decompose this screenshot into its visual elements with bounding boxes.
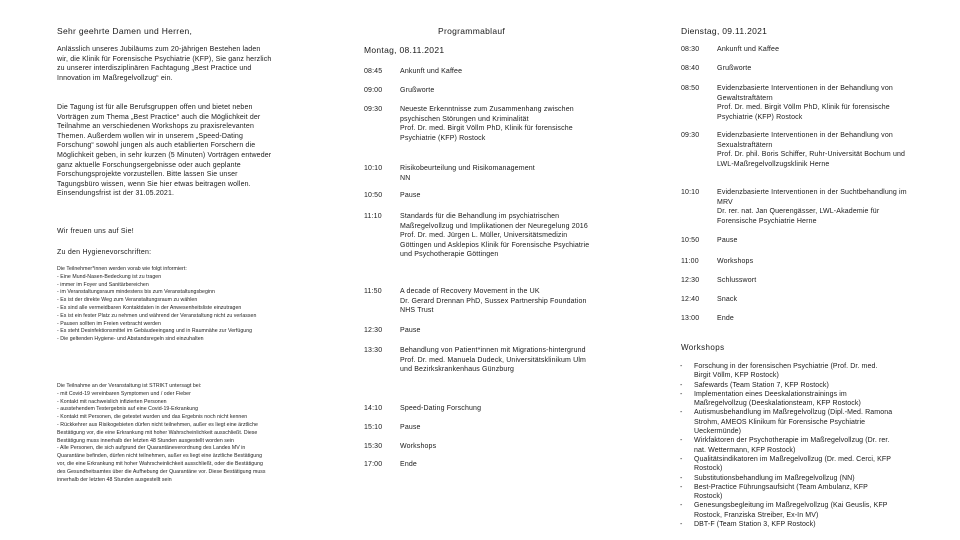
bullet-dash: - [680,455,683,463]
exclusion-line: - Alle Personen, die sich aufgrund der Quarantäneverordnung des Landes MV in Quarantäne befinden, dürfen nicht teilnehmen, außer es liegt eine ärztliche Bestätigung vor, die eine Erkrankung mit hoher Wahrscheinlichkeit ausschließt, oder die Bestätigung des Gesundheitsamtes über die Aufhebung der Quarantäne vor. Diese Bestätigung muss innerhalb der letzten 48 Stunden ausgestellt sein [57,445,268,483]
schedule-row [681,236,917,246]
workshop-item [680,520,895,529]
schedule-row [681,276,917,286]
schedule-row [681,64,917,74]
schedule-time: 10:50 [681,237,700,244]
schedule-row [364,67,590,77]
workshop-item [680,362,895,381]
exclusion-line: Die Teilnahme an der Veranstaltung ist STRIKT untersagt bei: [57,383,202,389]
schedule-entry: Evidenzbasierte Interventionen in der Suchtbehandlung im MRV Dr. rer. nat. Jan Querengässer, LWL-Akademie für Forensische Psychiatrie Herne [717,189,907,225]
schedule-row [681,295,917,305]
bullet-dash: - [680,474,683,482]
exclusion-line: - Kontakt mit nachweislich infizierten Personen [57,398,167,405]
workshop-item [680,381,895,390]
hygiene-list [57,266,267,344]
hygiene-line: Die Teilnehmer*innen werden vorab wie folgt informiert: [57,266,187,272]
workshop-text: DBT-F (Team Station 3, KFP Rostock) [694,521,816,529]
workshop-item [680,390,895,409]
schedule-row [364,287,590,316]
schedule-time: 09:30 [364,106,383,113]
workshop-text: Qualitätsindikatoren im Maßregelvollzug (Dr. med. Cerci, KFP Rostock) [694,455,893,473]
schedule-entry: Grußworte [400,87,435,94]
schedule-entry: Pause [400,192,421,199]
workshop-item [680,474,895,483]
workshop-text: Forschung in der forensischen Psychiatrie (Prof. Dr. med. Birgit Völlm, KFP Rostock) [694,363,880,380]
schedule-time: 08:40 [681,65,700,72]
schedule-row [364,164,590,183]
schedule-row [364,442,590,452]
schedule-time: 17:00 [364,461,383,468]
schedule-entry: A decade of Recovery Movement in the UK Dr. Gerard Drennan PhD, Sussex Partnership Foundation NHS Trust [400,288,587,315]
bullet-dash: - [680,390,683,398]
workshop-item [680,455,895,474]
workshops-title: Workshops [681,343,725,352]
exclusion-list [57,383,267,484]
schedule-entry: Pause [400,424,421,431]
schedule-time: 13:00 [681,315,700,322]
bullet-dash: - [680,521,683,529]
day1-date: Montag, 08.11.2021 [364,45,445,55]
schedule-row [681,131,917,169]
schedule-time: 09:30 [681,132,700,139]
schedule-row [681,84,917,122]
schedule-time: 10:50 [364,192,383,199]
schedule-time: 15:30 [364,443,383,450]
schedule-entry: Evidenzbasierte Interventionen in der Behandlung von Sexualstraftätern Prof. Dr. phil. Boris Schiffer, Ruhr-Universität Bochum und LWL-Maßregelvollzugsklinik Herne [717,132,906,168]
schedule-entry: Neueste Erkenntnisse zum Zusammenhang zwischen psychischen Störungen und Kriminalität Prof. Dr. med. Birgit Völlm PhD, Klinik für forensische Psychiatrie (KFP) Rostock [400,106,574,142]
exclusion-line: - Rückkehrer aus Risikogebieten dürfen nicht teilnehmen, außer es liegt eine ärztliche Bestätigung vor, die eine Erkrankung mit hoher Wahrscheinlichkeit ausschließt. Diese Bestätigung muss innerhalb der letzten 48 Stunden ausgestellt worden sein [57,421,260,444]
workshop-text: Implementation eines Deeskalationstrainings im Maßregelvollzug (Deeskalationsteam, KFP Rostock) [694,390,861,408]
schedule-entry: Speed-Dating Forschung [400,405,482,412]
schedule-time: 15:10 [364,424,383,431]
schedule-entry: Grußworte [717,65,752,72]
schedule-entry: Behandlung von Patient*innen mit Migrations-hintergrund Prof. Dr. med. Manuela Dudeck, Universitätsklinikum Ulm und Bezirkskrankenhaus Günzburg [400,347,587,374]
schedule-row [364,86,590,96]
workshop-item [680,483,895,502]
workshop-item [680,436,895,455]
bullet-dash: - [680,409,683,417]
schedule-time: 12:30 [364,327,383,334]
hygiene-line: - Es sind alle vermeidbaren Kontaktdaten in der Anwesenheitsliste einzutragen [57,304,242,311]
bullet-dash: - [680,483,683,491]
schedule-row [364,105,590,143]
schedule-entry: Pause [400,327,421,334]
schedule-row [364,191,590,201]
hygiene-line: - Eine Mund-Nasen-Bedeckung ist zu tragen [57,273,162,280]
greeting: Sehr geehrte Damen und Herren, [57,26,193,36]
schedule-row [681,314,917,324]
schedule-time: 10:10 [681,189,700,196]
schedule-entry: Workshops [717,258,754,265]
workshop-text: Autismusbehandlung im Maßregelvollzug (Dipl.-Med. Ramona Strohm, AMEOS Klinikum für Forensische Psychiatrie Ueckermünde) [694,409,895,436]
workshop-text: Safewards (Team Station 7, KFP Rostock) [694,381,829,389]
schedule-time: 11:10 [364,213,382,220]
bullet-dash: - [680,363,683,370]
hygiene-line: - Es ist ein fester Platz zu nehmen und während der Veranstaltung nicht zu verlassen [57,312,257,319]
schedule-row [364,423,590,433]
schedule-entry: Snack [717,296,738,303]
schedule-row [681,188,917,226]
hygiene-line: - Pausen sollten im Freien verbracht werden [57,320,161,327]
schedule-row [681,257,917,267]
schedule-time: 08:45 [364,68,383,75]
looking-forward-text: Wir freuen uns auf Sie! [57,228,134,235]
schedule-time: 10:10 [364,165,383,172]
bullet-dash: - [680,502,683,510]
schedule-row [364,460,590,470]
bullet-dash: - [680,381,683,389]
schedule-time: 11:00 [681,258,699,265]
hygiene-line: - Es ist der direkte Weg zum Veranstaltungsraum zu wählen [57,297,198,304]
hygiene-line: - Die geltenden Hygiene- und Abstandsregeln sind einzuhalten [57,336,204,343]
workshop-text: Genesungsbegleitung im Maßregelvollzug (Kai Geuslis, KFP Rostock, Franziska Streiber, Ex-In MV) [694,502,890,519]
schedule-entry: Ende [400,461,417,468]
hygiene-heading: Zu den Hygienevorschriften: [57,249,152,256]
schedule-row [364,404,590,414]
workshops-list [680,362,895,529]
day2-date: Dienstag, 09.11.2021 [681,26,768,36]
schedule-time: 14:10 [364,405,383,412]
hygiene-line: - im Veranstaltungsraum mindestens bis zum Veranstaltungsbeginn [57,289,215,296]
hygiene-line: - immer im Foyer und Sanitärbereichen [57,281,149,288]
schedule-entry: Risikobeurteilung und Risikomanagement NN [400,165,535,182]
schedule-entry: Schlusswort [717,277,757,284]
hygiene-line: - Es steht Desinfektionsmittel im Gebäudeeingang und in Raumnähe zur Verfügung [57,328,253,335]
workshop-text: Wirkfaktoren der Psychotherapie im Maßregelvollzug (Dr. rer. nat. Wettermann, KFP Rostock) [694,437,892,454]
schedule-time: 09:00 [364,87,383,94]
schedule-entry: Standards für die Behandlung im psychiatrischen Maßregelvollzug und Implikationen der Neuregelung 2016 Prof. Dr. med. Jürgen L. Müller, Universitätsmedizin Göttingen und Asklepios Klinik für Forensische Psychiatrie und Psychotherapie Göttingen [400,213,590,259]
schedule-time: 12:40 [681,296,700,303]
schedule-time: 11:50 [364,288,382,295]
program-title: Programmablauf [438,26,506,36]
schedule-entry: Ankunft und Kaffee [400,68,463,75]
workshop-item [680,408,895,436]
tagung-paragraph: Die Tagung ist für alle Berufsgruppen offen und bietet neben Vorträgen zum Thema „Best Practice“ auch die Möglichkeit der Teilnahme an verschiedenen Workshops zu praxisrelevanten Themen. Außerdem wollen wir in unserem „Speed-Dating Forschung“ sowohl jungen als auch etablierten Forschern die Möglichkeit geben, in sehr kurzen (5 Minuten) Vorträgen entweder ganz aktuelle Forschungsergebnisse oder auch geplante Forschungsprojekte vorzustellen. Bitte lassen Sie unser Tagungsbüro wissen, wenn Sie hier etwas beitragen wollen. Einsendungsfrist ist der 31.05.2021. [57,104,272,198]
schedule-entry: Ende [717,315,734,322]
schedule-row [364,326,590,336]
workshop-text: Best-Practice Führungsaufsicht (Team Ambulanz, KFP Rostock) [694,483,870,501]
schedule-row [364,346,590,375]
schedule-time: 08:50 [681,85,700,92]
workshop-item [680,501,895,520]
schedule-time: 13:30 [364,347,383,354]
schedule-entry: Ankunft und Kaffee [717,46,780,53]
schedule-entry: Workshops [400,443,437,450]
schedule-row [681,45,917,55]
intro-paragraph: Anlässlich unseres Jubiläums zum 20-jährigen Bestehen laden wir, die Klinik für Forensische Psychiatrie (KFP), Sie ganz herzlich zu unserer interdisziplinären Fachtagung „Best Practice und Innovation im Maßregelvollzug“ ein. [57,46,272,82]
schedule-entry: Evidenzbasierte Interventionen in der Behandlung von Gewaltstraftätern Prof. Dr. med. Birgit Völlm PhD, Klinik für forensische Psychiatrie (KFP) Rostock [717,85,893,121]
workshop-text: Substitutionsbehandlung im Maßregelvollzug (NN) [694,474,855,482]
exclusion-line: - Kontakt mit Personen, die getestet wurden und das Ergebnis noch nicht kennen [57,414,248,421]
exclusion-line: - mit Covid-19 vereinbaren Symptomen und / oder Fieber [57,390,191,397]
schedule-time: 08:30 [681,46,700,53]
exclusion-line: - ausstehendem Testergebnis auf eine Covid-19-Erkrankung [57,406,199,413]
schedule-time: 12:30 [681,277,700,284]
bullet-dash: - [680,437,683,445]
schedule-entry: Pause [717,237,738,244]
schedule-row [364,212,590,260]
